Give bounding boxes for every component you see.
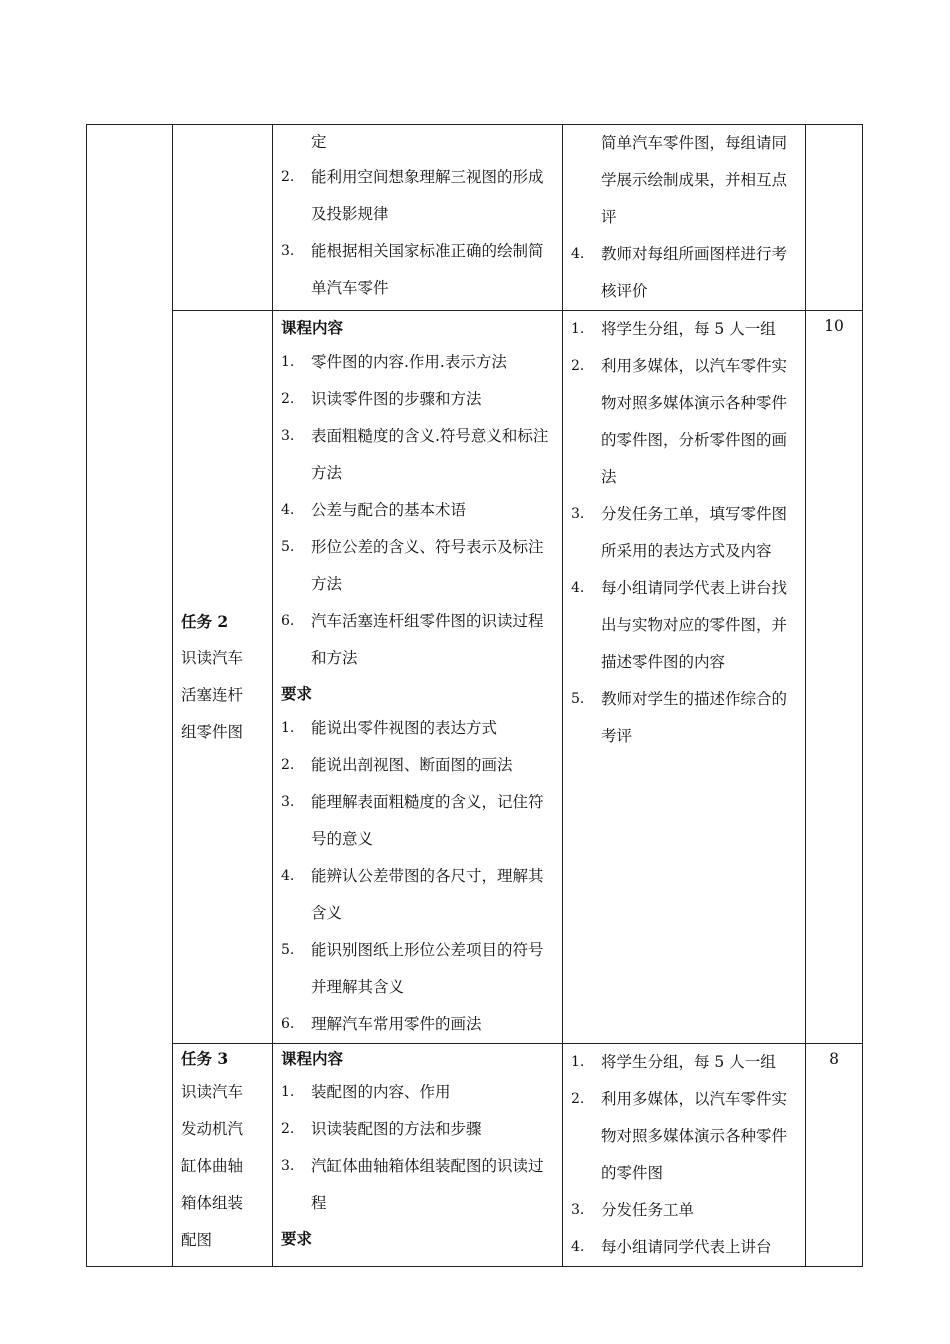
item-text: 每小组请同学代表上讲台找出与实物对应的零件图，并描述零件图的内容 [601, 579, 788, 671]
item-number: 4. [571, 1239, 585, 1255]
hours-cell [806, 125, 863, 311]
list-item [571, 1192, 797, 1229]
course-table [86, 124, 863, 1267]
item-text: 识读零件图的步骤和方法 [311, 390, 482, 408]
item-number: 1. [281, 720, 295, 736]
item-text: 识读装配图的方法和步骤 [311, 1120, 482, 1138]
item-number: 3. [281, 1158, 295, 1174]
item-text: 汽缸体曲轴箱体组装配图的识读过程 [311, 1157, 544, 1212]
item-number: 4. [571, 246, 585, 262]
task-cell [173, 1044, 273, 1267]
list-item [571, 348, 797, 496]
item-text: 分发任务工单，填写零件图所采用的表达方式及内容 [601, 505, 788, 560]
task-name-line: 配图 [181, 1231, 213, 1249]
item-text: 汽车活塞连杆组零件图的识读过程和方法 [311, 612, 544, 667]
hours-cell [806, 1044, 863, 1267]
module-cell [87, 125, 173, 1267]
list-item [281, 932, 554, 1006]
item-number: 6. [281, 613, 295, 629]
item-number: 3. [281, 794, 295, 810]
content-continuation: 定 [311, 133, 327, 151]
item-text: 能辨认公差带图的各尺寸，理解其含义 [311, 867, 544, 922]
list-item [281, 159, 554, 233]
list-item [571, 1044, 797, 1081]
item-text: 表面粗糙度的含义.符号意义和标注方法 [311, 427, 549, 482]
table-row [87, 125, 863, 311]
task-name-line: 组零件图 [181, 723, 244, 741]
item-number: 2. [281, 391, 295, 407]
hours-cell [806, 311, 863, 1044]
list-item [281, 1006, 554, 1043]
method-continuation: 简单汽车零件图，每组请同学展示绘制成果，并相互点评 [601, 134, 788, 226]
content-cell [273, 125, 563, 311]
list-item [281, 529, 554, 603]
list-item [281, 233, 554, 307]
item-text: 能利用空间想象理解三视图的形成及投影规律 [311, 168, 544, 223]
hours-value: 8 [829, 1050, 839, 1068]
list-item [281, 1074, 554, 1111]
list-item [281, 492, 554, 529]
task-name-line: 活塞连杆 [181, 686, 244, 704]
task-name-line: 发动机汽 [181, 1120, 244, 1138]
method-list [571, 236, 797, 310]
item-text: 每小组请同学代表上讲台 [601, 1238, 772, 1256]
list-item [281, 710, 554, 747]
item-text: 将学生分组，每 5 人一组 [601, 1053, 776, 1071]
item-text: 能识别图纸上形位公差项目的符号并理解其含义 [311, 941, 544, 996]
item-number: 3. [281, 428, 295, 444]
item-text: 理解汽车常用零件的画法 [311, 1015, 482, 1033]
task-name-line: 缸体曲轴 [181, 1157, 244, 1175]
item-text: 能根据相关国家标准正确的绘制简单汽车零件 [311, 242, 544, 297]
item-number: 2. [571, 358, 585, 374]
task-name-line: 箱体组装 [181, 1194, 244, 1212]
method-list [571, 1044, 797, 1266]
method-cell [563, 311, 806, 1044]
task-cell [173, 125, 273, 311]
list-item [571, 311, 797, 348]
item-number: 2. [281, 169, 295, 185]
item-number: 3. [281, 243, 295, 259]
content-header: 课程内容 [281, 318, 344, 337]
method-list [571, 311, 797, 755]
list-item [281, 1111, 554, 1148]
list-item [571, 236, 797, 310]
method-cell [563, 1044, 806, 1267]
item-text: 分发任务工单 [601, 1201, 695, 1219]
task-title: 任务 2 [181, 612, 229, 631]
list-item [571, 570, 797, 681]
item-number: 1. [281, 1084, 295, 1100]
table-row [87, 311, 863, 1044]
requirements-list [281, 710, 554, 1043]
list-item [571, 496, 797, 570]
list-item [281, 381, 554, 418]
item-text: 装配图的内容、作用 [311, 1083, 451, 1101]
list-item [571, 681, 797, 755]
list-item [281, 784, 554, 858]
method-cell [563, 125, 806, 311]
list-item [281, 603, 554, 677]
item-number: 1. [571, 1054, 585, 1070]
table-row [87, 1044, 863, 1267]
item-text: 将学生分组，每 5 人一组 [601, 320, 776, 338]
item-text: 教师对每组所画图样进行考核评价 [601, 245, 788, 300]
requirements-header: 要求 [281, 1229, 313, 1248]
item-number: 2. [281, 1121, 295, 1137]
list-item [281, 418, 554, 492]
item-text: 利用多媒体，以汽车零件实物对照多媒体演示各种零件的零件图 [601, 1090, 788, 1182]
list-item [281, 1148, 554, 1222]
item-number: 3. [571, 506, 585, 522]
item-number: 1. [571, 321, 585, 337]
requirements-header: 要求 [281, 684, 313, 703]
item-number: 2. [281, 757, 295, 773]
item-text: 能说出剖视图、断面图的画法 [311, 756, 513, 774]
item-text: 利用多媒体，以汽车零件实物对照多媒体演示各种零件的零件图，分析零件图的画法 [601, 357, 788, 486]
list-item [281, 858, 554, 932]
content-cell [273, 311, 563, 1044]
item-text: 公差与配合的基本术语 [311, 501, 467, 519]
task-name-line: 识读汽车 [181, 1083, 244, 1101]
content-header: 课程内容 [281, 1049, 344, 1068]
item-text: 教师对学生的描述作综合的考评 [601, 690, 788, 745]
item-text: 形位公差的含义、符号表示及标注方法 [311, 538, 544, 593]
item-number: 6. [281, 1016, 295, 1032]
list-item [281, 747, 554, 784]
content-list [281, 344, 554, 677]
item-number: 4. [281, 868, 295, 884]
item-number: 4. [571, 580, 585, 596]
list-item [281, 344, 554, 381]
item-text: 能说出零件视图的表达方式 [311, 719, 498, 737]
list-item [571, 1081, 797, 1192]
task-title: 任务 3 [181, 1049, 229, 1068]
item-number: 2. [571, 1091, 585, 1107]
item-number: 5. [281, 539, 295, 555]
hours-value: 10 [824, 317, 844, 335]
list-item [571, 1229, 797, 1266]
item-number: 4. [281, 502, 295, 518]
content-cell [273, 1044, 563, 1267]
task-cell [173, 311, 273, 1044]
item-number: 3. [571, 1202, 585, 1218]
item-number: 1. [281, 354, 295, 370]
item-number: 5. [571, 691, 585, 707]
item-text: 零件图的内容.作用.表示方法 [311, 353, 507, 371]
item-text: 能理解表面粗糙度的含义，记住符号的意义 [311, 793, 544, 848]
task-name-line: 识读汽车 [181, 649, 244, 667]
item-number: 5. [281, 942, 295, 958]
content-list [281, 1074, 554, 1222]
content-list [281, 159, 554, 307]
